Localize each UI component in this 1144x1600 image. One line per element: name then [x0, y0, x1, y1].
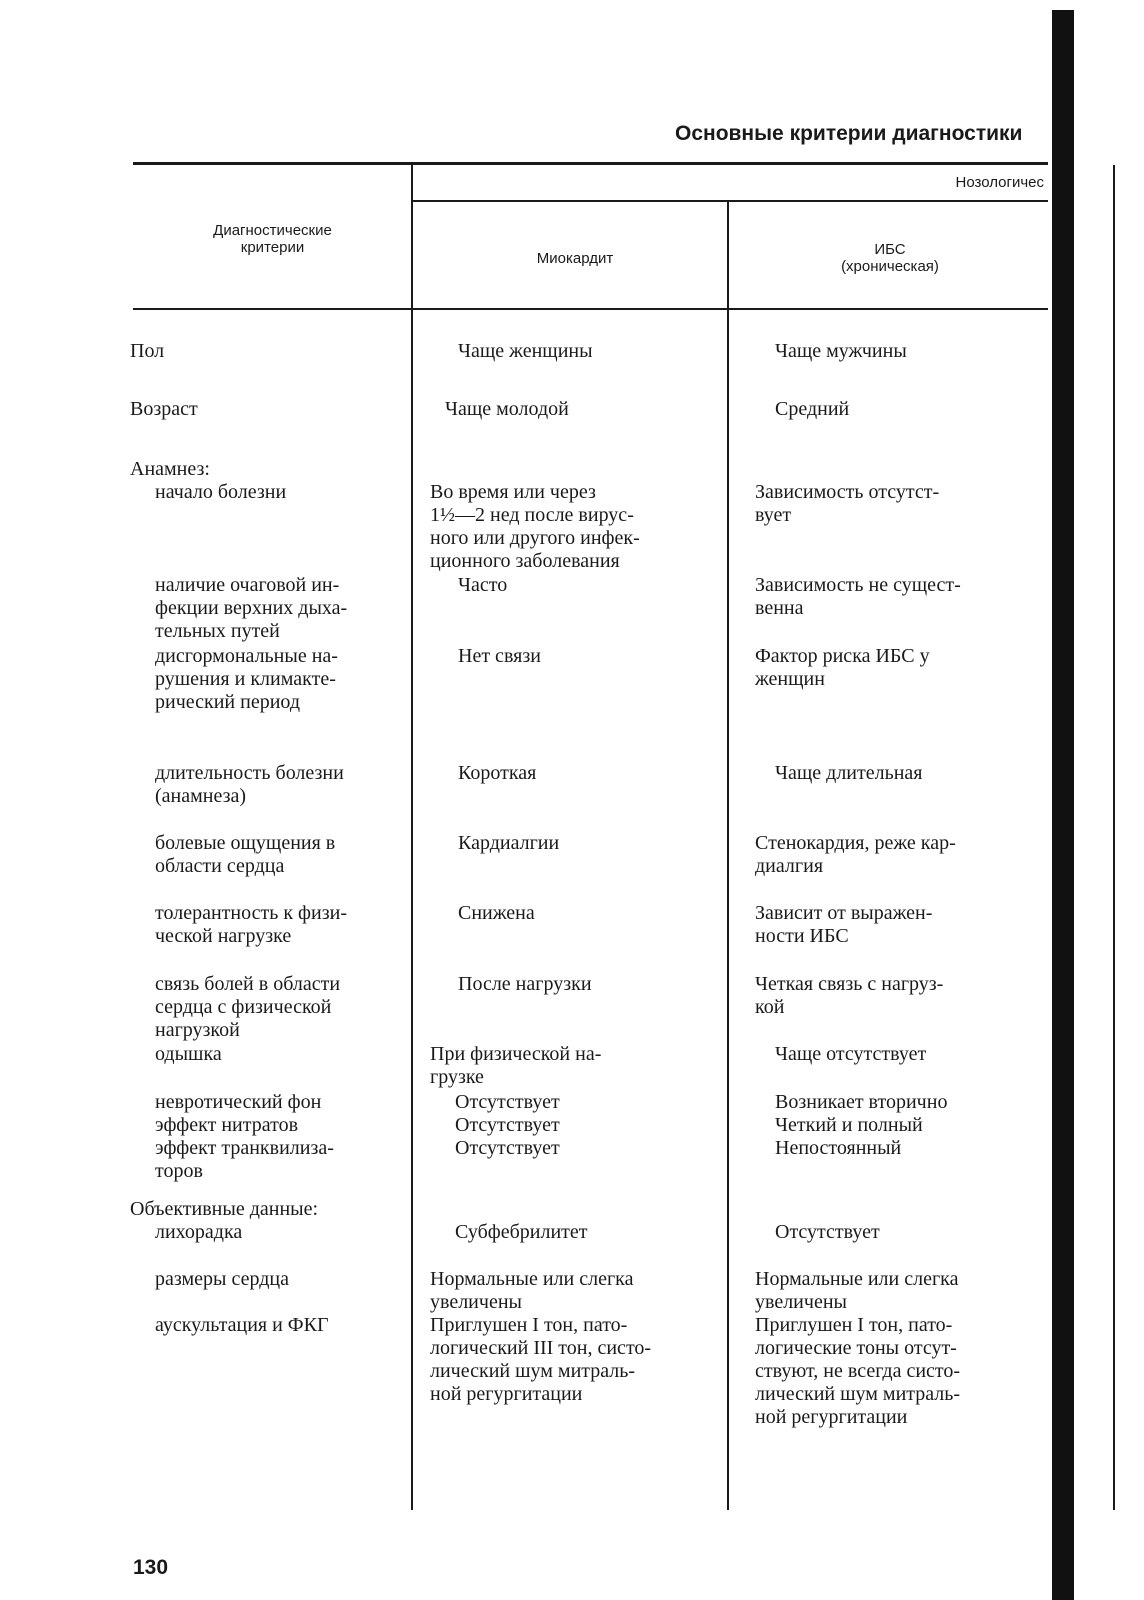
row-criterion: связь болей в области сердца с физической нагрузкой [155, 973, 341, 1041]
row-myocarditis: Короткая [458, 762, 537, 784]
row-myocarditis: Чаще молодой [445, 398, 569, 420]
row-myocarditis: Во время или через 1½—2 нед после вирус- ного или другого инфек- ционного заболевания [430, 481, 640, 572]
row-ibs: Зависимость отсутст- вует [755, 481, 940, 526]
row-criterion: Анамнез: [130, 458, 210, 480]
header-ibs: ИБС (хроническая) [841, 241, 939, 275]
row-ibs: Зависимость не сущест- венна [755, 574, 961, 619]
page-title: Основные критерии диагностики [675, 122, 1023, 145]
row-criterion: одышка [155, 1043, 222, 1065]
group-header-rule [413, 200, 1048, 202]
row-ibs: Возникает вторично [775, 1091, 948, 1113]
page-edge-shadow [1052, 10, 1074, 1600]
header-group-nosology: Нозологичес [955, 174, 1044, 191]
row-criterion: Объективные данные: [130, 1198, 319, 1220]
row-myocarditis: Субфебрилитет [455, 1221, 588, 1243]
row-ibs: Непостоянный [775, 1137, 902, 1159]
row-ibs: Зависит от выражен- ности ИБС [755, 902, 933, 947]
row-ibs: Средний [775, 398, 850, 420]
row-criterion: наличие очаговой ин- фекции верхних дыха- тельных путей [155, 574, 348, 642]
row-criterion: длительность болезни (анамнеза) [155, 762, 344, 807]
row-criterion: лихорадка [155, 1221, 243, 1243]
row-myocarditis: Нет связи [458, 645, 541, 667]
header-bottom-rule [133, 308, 1048, 310]
row-criterion: дисгормональные на- рушения и климакте- рический период [155, 645, 338, 713]
row-criterion: аускультация и ФКГ [155, 1314, 329, 1336]
row-ibs: Чаще мужчины [775, 340, 907, 362]
row-ibs: Чаще длительная [775, 762, 923, 784]
row-ibs: Нормальные или слегка увеличены [755, 1268, 959, 1313]
column-divider-1 [411, 165, 413, 1510]
row-ibs: Четкая связь с нагруз- кой [755, 973, 944, 1018]
row-criterion: невротический фон [155, 1091, 322, 1113]
right-border-rule [1113, 165, 1115, 1510]
row-myocarditis: Отсутствует [455, 1091, 560, 1113]
row-criterion: размеры сердца [155, 1268, 289, 1290]
row-criterion: болевые ощущения в области сердца [155, 832, 336, 877]
row-myocarditis: При физической на- грузке [430, 1043, 602, 1088]
row-myocarditis: Отсутствует [455, 1137, 560, 1159]
row-criterion: Возраст [130, 398, 198, 420]
row-ibs: Фактор риска ИБС у женщин [755, 645, 930, 690]
row-myocarditis: Кардиалгии [458, 832, 560, 854]
row-ibs: Отсутствует [775, 1221, 880, 1243]
row-ibs: Приглушен I тон, пато- логические тоны отсут- ствуют, не всегда систо- лический шум митраль- ной регургитации [755, 1314, 961, 1428]
row-myocarditis: После нагрузки [458, 973, 592, 995]
row-myocarditis: Часто [458, 574, 508, 596]
header-criteria: Диагностические критерии [213, 222, 332, 256]
table-top-rule [133, 162, 1048, 165]
row-myocarditis: Чаще женщины [458, 340, 593, 362]
row-criterion: начало болезни [155, 481, 287, 503]
header-myocarditis: Миокардит [536, 250, 614, 267]
row-criterion: эффект нитратов [155, 1114, 299, 1136]
row-ibs: Четкий и полный [775, 1114, 923, 1136]
row-criterion: толерантность к физи- ческой нагрузке [155, 902, 347, 947]
row-myocarditis: Приглушен I тон, пато- логический III тон, систо- лический шум митраль- ной регургитации [430, 1314, 652, 1405]
page-number: 130 [133, 1556, 169, 1579]
row-myocarditis: Нормальные или слегка увеличены [430, 1268, 634, 1313]
row-ibs: Чаще отсутствует [775, 1043, 927, 1065]
row-ibs: Стенокардия, реже кар- диалгия [755, 832, 956, 877]
row-criterion: эффект транквилиза- торов [155, 1137, 334, 1182]
row-myocarditis: Отсутствует [455, 1114, 560, 1136]
row-criterion: Пол [130, 340, 165, 362]
row-myocarditis: Снижена [458, 902, 535, 924]
